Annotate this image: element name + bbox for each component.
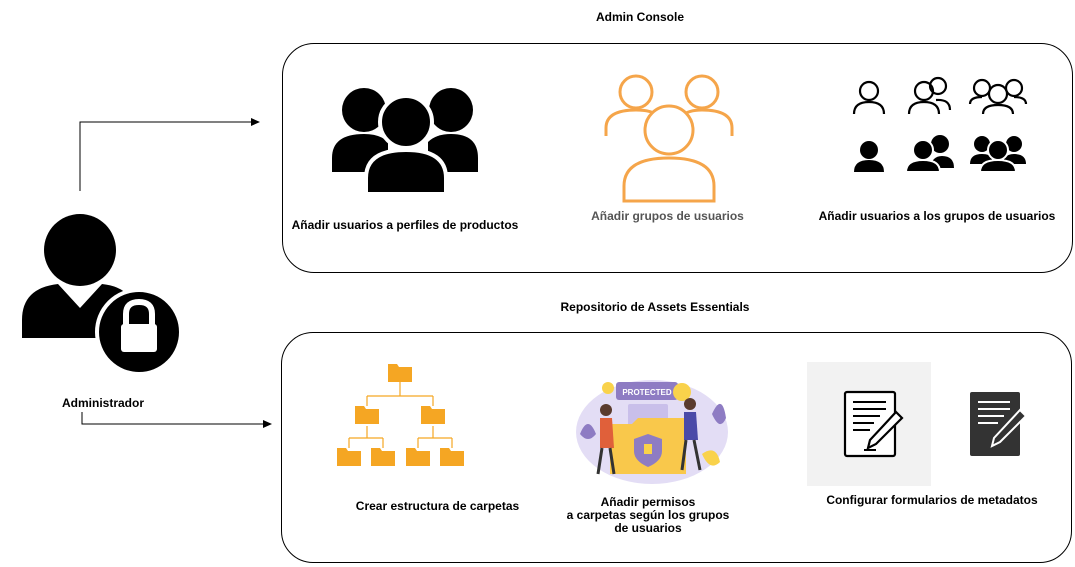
- folder-tree-icon: [335, 360, 465, 470]
- admin-item-3-label: Añadir usuarios a los grupos de usuarios: [818, 209, 1056, 223]
- protected-banner-text: PROTECTED: [622, 388, 672, 397]
- arrow-to-admin-console: [80, 122, 259, 191]
- users-group-solid-icon: [328, 82, 488, 202]
- form-edit-icon: [840, 388, 1075, 478]
- admin-item-1-label: Añadir usuarios a perfiles de productos: [291, 218, 519, 232]
- assets-repo-title: Repositorio de Assets Essentials: [560, 300, 750, 314]
- user-variants-icon: [850, 72, 1040, 177]
- assets-item-1-label: Crear estructura de carpetas: [355, 499, 520, 513]
- arrow-to-assets-repo: [82, 412, 271, 424]
- assets-item-2-label-line-1: Añadir permisos: [600, 495, 696, 509]
- protected-folder-illustration: [572, 364, 732, 484]
- actor-label: Administrador: [61, 396, 144, 410]
- assets-item-2-label-line-3: de usuarios: [614, 521, 682, 535]
- admin-console-title: Admin Console: [595, 10, 684, 24]
- user-lock-icon: [18, 210, 188, 380]
- assets-item-2-label: [553, 496, 743, 535]
- admin-item-2-label: Añadir grupos de usuarios: [591, 209, 744, 223]
- users-group-outline-icon: [600, 70, 740, 205]
- assets-item-2-label-line-2: a carpetas según los grupos: [566, 508, 730, 522]
- assets-item-3-label: Configurar formularios de metadatos: [826, 493, 1038, 507]
